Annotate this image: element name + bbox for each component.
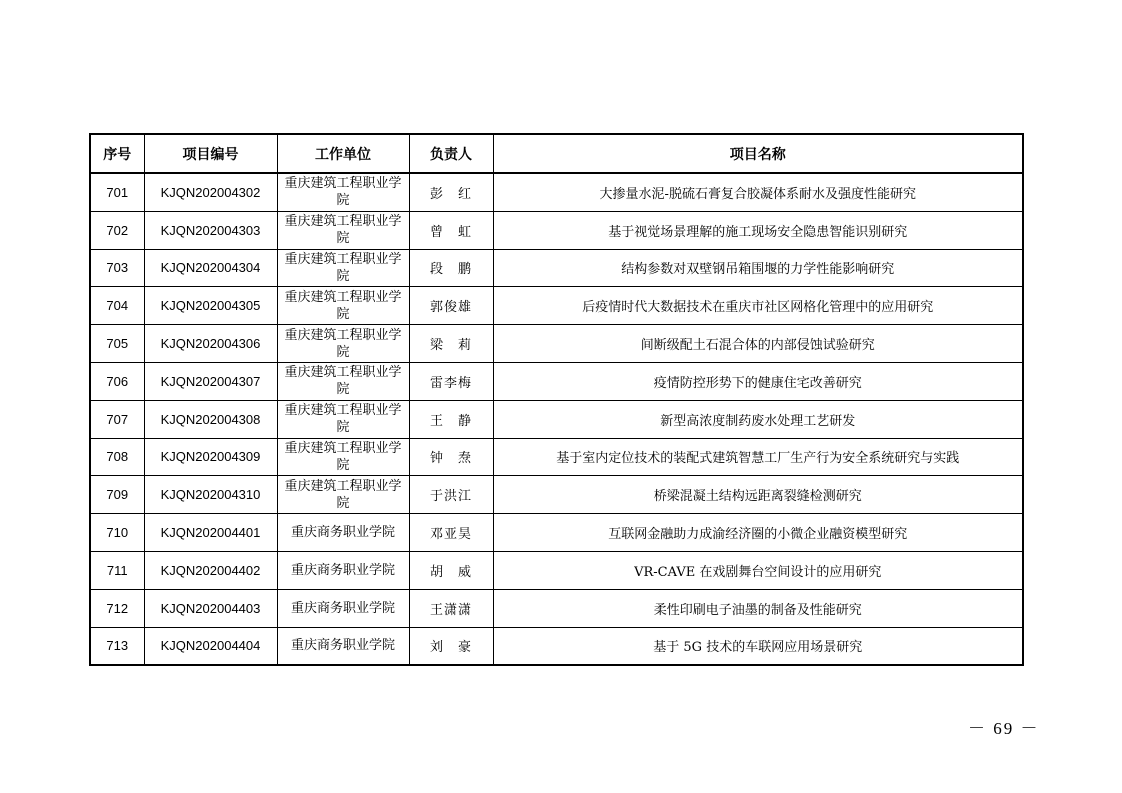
cell-title: 间断级配土石混合体的内部侵蚀试验研究 bbox=[493, 325, 1023, 363]
cell-unit bbox=[277, 173, 409, 211]
cell-title: 大掺量水泥-脱硫石膏复合胶凝体系耐水及强度性能研究 bbox=[493, 173, 1023, 211]
cell-seq: 706 bbox=[90, 362, 144, 400]
cell-unit-text: 重庆商务职业学院 bbox=[290, 638, 395, 654]
cell-title: 桥梁混凝土结构远距离裂缝检测研究 bbox=[493, 476, 1023, 514]
cell-title: VR-CAVE 在戏剧舞台空间设计的应用研究 bbox=[493, 551, 1023, 589]
cell-unit-text: 重庆建筑工程职业学院 bbox=[284, 289, 402, 322]
table-body bbox=[90, 173, 1023, 665]
page-number: － 69 － bbox=[968, 719, 1040, 738]
cell-seq: 705 bbox=[90, 325, 144, 363]
cell-person: 王潇潇 bbox=[409, 589, 493, 627]
cell-code: KJQN202004304 bbox=[144, 249, 277, 287]
cell-title: 基于室内定位技术的装配式建筑智慧工厂生产行为安全系统研究与实践 bbox=[493, 438, 1023, 476]
cell-seq: 713 bbox=[90, 627, 144, 665]
cell-person: 郭俊雄 bbox=[409, 287, 493, 325]
cell-person: 于洪江 bbox=[409, 476, 493, 514]
cell-code: KJQN202004309 bbox=[144, 438, 277, 476]
cell-seq: 712 bbox=[90, 589, 144, 627]
table-row bbox=[90, 589, 1023, 627]
table-row bbox=[90, 211, 1023, 249]
cell-seq: 701 bbox=[90, 173, 144, 211]
cell-code: KJQN202004306 bbox=[144, 325, 277, 363]
cell-person: 曾 虹 bbox=[409, 211, 493, 249]
header-code: 项目编号 bbox=[144, 134, 277, 173]
cell-unit-text: 重庆商务职业学院 bbox=[290, 562, 395, 578]
table-row bbox=[90, 325, 1023, 363]
cell-title: 基于 5G 技术的车联网应用场景研究 bbox=[493, 627, 1023, 665]
header-unit: 工作单位 bbox=[277, 134, 409, 173]
cell-unit bbox=[277, 551, 409, 589]
table-row bbox=[90, 249, 1023, 287]
cell-unit-text: 重庆建筑工程职业学院 bbox=[284, 478, 402, 511]
cell-unit-text: 重庆商务职业学院 bbox=[290, 600, 395, 616]
cell-unit bbox=[277, 287, 409, 325]
table-row bbox=[90, 551, 1023, 589]
cell-unit-text: 重庆建筑工程职业学院 bbox=[284, 365, 402, 398]
cell-seq: 710 bbox=[90, 514, 144, 552]
table-row bbox=[90, 438, 1023, 476]
table-row bbox=[90, 627, 1023, 665]
cell-seq: 709 bbox=[90, 476, 144, 514]
table-row bbox=[90, 476, 1023, 514]
table-row bbox=[90, 173, 1023, 211]
cell-person: 刘 豪 bbox=[409, 627, 493, 665]
cell-code: KJQN202004308 bbox=[144, 400, 277, 438]
cell-seq: 711 bbox=[90, 551, 144, 589]
cell-code: KJQN202004403 bbox=[144, 589, 277, 627]
cell-title: 互联网金融助力成渝经济圈的小微企业融资模型研究 bbox=[493, 514, 1023, 552]
cell-title: 结构参数对双壁钢吊箱围堰的力学性能影响研究 bbox=[493, 249, 1023, 287]
cell-unit bbox=[277, 438, 409, 476]
cell-person: 钟 焘 bbox=[409, 438, 493, 476]
cell-unit bbox=[277, 400, 409, 438]
table-row bbox=[90, 514, 1023, 552]
cell-person: 段 鹏 bbox=[409, 249, 493, 287]
cell-unit-text: 重庆建筑工程职业学院 bbox=[284, 251, 402, 284]
table-header-row bbox=[90, 134, 1023, 173]
cell-unit bbox=[277, 514, 409, 552]
table-row bbox=[90, 287, 1023, 325]
header-title: 项目名称 bbox=[493, 134, 1023, 173]
cell-title: 疫情防控形势下的健康住宅改善研究 bbox=[493, 362, 1023, 400]
cell-seq: 702 bbox=[90, 211, 144, 249]
header-person: 负责人 bbox=[409, 134, 493, 173]
cell-unit bbox=[277, 325, 409, 363]
cell-code: KJQN202004302 bbox=[144, 173, 277, 211]
cell-code: KJQN202004303 bbox=[144, 211, 277, 249]
cell-code: KJQN202004401 bbox=[144, 514, 277, 552]
cell-unit bbox=[277, 589, 409, 627]
cell-person: 邓亚昊 bbox=[409, 514, 493, 552]
cell-unit bbox=[277, 476, 409, 514]
cell-code: KJQN202004307 bbox=[144, 362, 277, 400]
cell-unit-text: 重庆建筑工程职业学院 bbox=[284, 440, 402, 473]
cell-seq: 707 bbox=[90, 400, 144, 438]
cell-unit-text: 重庆建筑工程职业学院 bbox=[284, 403, 402, 436]
cell-seq: 708 bbox=[90, 438, 144, 476]
cell-seq: 703 bbox=[90, 249, 144, 287]
cell-code: KJQN202004305 bbox=[144, 287, 277, 325]
cell-seq: 704 bbox=[90, 287, 144, 325]
cell-person: 雷李梅 bbox=[409, 362, 493, 400]
cell-person: 胡 威 bbox=[409, 551, 493, 589]
cell-code: KJQN202004402 bbox=[144, 551, 277, 589]
project-table bbox=[89, 133, 1024, 666]
cell-unit-text: 重庆建筑工程职业学院 bbox=[284, 214, 402, 247]
header-seq: 序号 bbox=[90, 134, 144, 173]
cell-person: 王 静 bbox=[409, 400, 493, 438]
cell-unit bbox=[277, 211, 409, 249]
cell-unit bbox=[277, 249, 409, 287]
cell-title: 后疫情时代大数据技术在重庆市社区网格化管理中的应用研究 bbox=[493, 287, 1023, 325]
cell-unit-text: 重庆商务职业学院 bbox=[290, 525, 395, 541]
cell-unit bbox=[277, 362, 409, 400]
cell-code: KJQN202004404 bbox=[144, 627, 277, 665]
table-row bbox=[90, 400, 1023, 438]
cell-title: 新型高浓度制药废水处理工艺研发 bbox=[493, 400, 1023, 438]
cell-code: KJQN202004310 bbox=[144, 476, 277, 514]
cell-unit-text: 重庆建筑工程职业学院 bbox=[284, 176, 402, 209]
cell-unit-text: 重庆建筑工程职业学院 bbox=[284, 327, 402, 360]
cell-title: 基于视觉场景理解的施工现场安全隐患智能识别研究 bbox=[493, 211, 1023, 249]
table-row bbox=[90, 362, 1023, 400]
cell-title: 柔性印刷电子油墨的制备及性能研究 bbox=[493, 589, 1023, 627]
cell-unit bbox=[277, 627, 409, 665]
cell-person: 梁 莉 bbox=[409, 325, 493, 363]
cell-person: 彭 红 bbox=[409, 173, 493, 211]
